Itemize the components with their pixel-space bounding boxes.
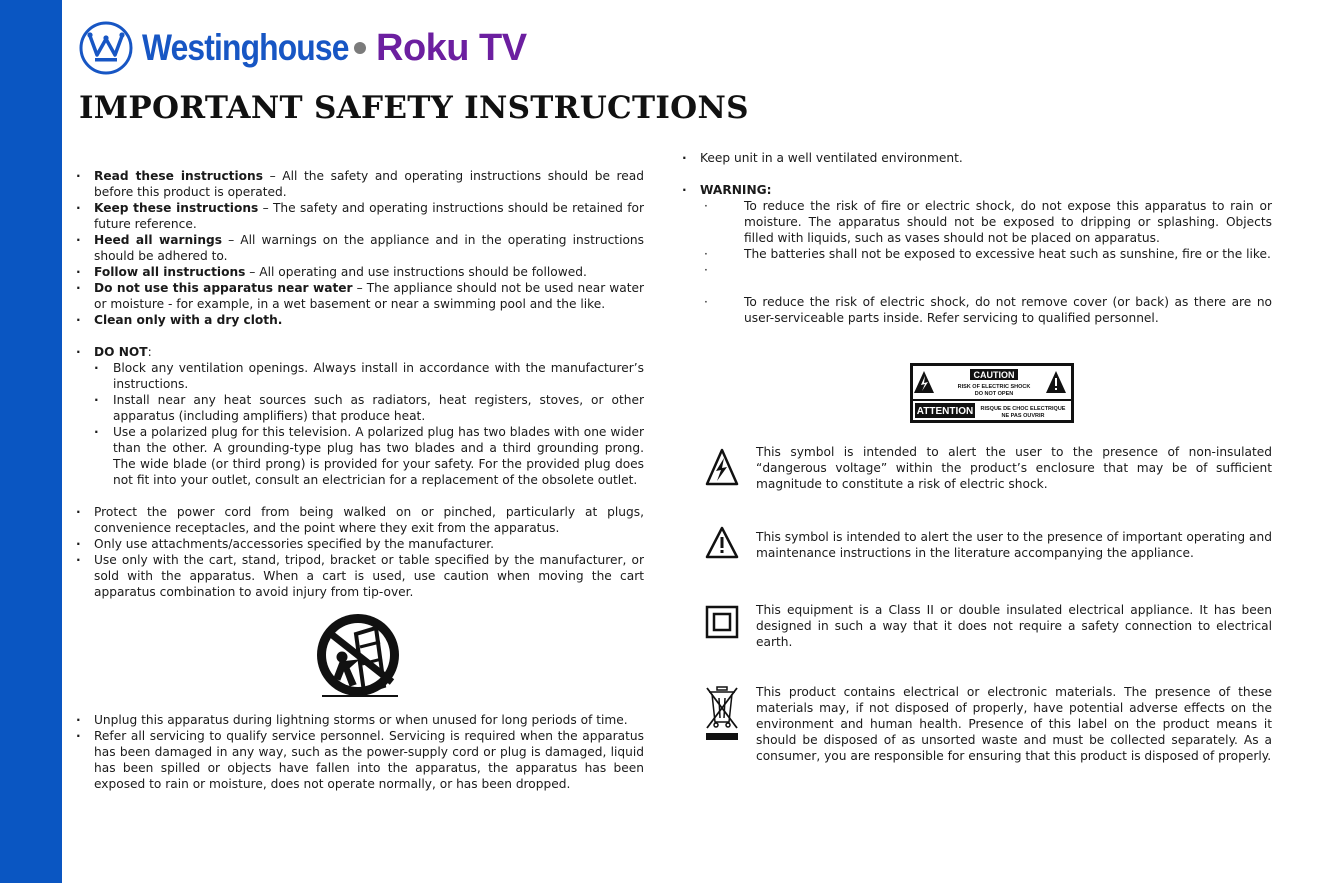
- list-item: · Use a polarized plug for this television. A polarized plug has two blades with one wider than the other. A grounding-type plug has two blades and a third grounding prong. The wide blade (or third prong) is provided for your safety. For the provided plug does not fit into your outlet, consult an electrician for a replacement of the obsolete outlet.: [94, 424, 644, 488]
- brand-separator-dot: [354, 42, 366, 54]
- service-section: [76, 712, 644, 792]
- symbol-description: This equipment is a Class II or double insulated electrical appliance. It has been designed in such a way that it does not require a safety connection to electrical earth.: [756, 603, 1272, 649]
- ventilation-list: [682, 150, 1272, 166]
- list-item: [682, 262, 1272, 278]
- do-not-heading: · DO NOT:: [76, 344, 644, 360]
- side-accent-bar: [0, 0, 62, 883]
- westinghouse-wordmark: Westinghouse: [142, 27, 349, 68]
- list-item: · Only use attachments/accessories specified by the manufacturer.: [76, 536, 644, 552]
- do-not-sublist: [94, 360, 644, 488]
- lightning-triangle-icon: [705, 448, 739, 488]
- svg-text:NE PAS OUVRIR: NE PAS OUVRIR: [1001, 413, 1045, 419]
- list-item: · Unplug this apparatus during lightning storms or when unused for long periods of time.: [76, 712, 644, 728]
- svg-text:ATTENTION: ATTENTION: [916, 406, 974, 417]
- list-item: · To reduce the risk of fire or electric shock, do not expose this apparatus to rain or moisture. The apparatus should not be exposed to dripping or splashing. Objects filled with liquids, such as vases should not be placed on apparatus.: [682, 198, 1272, 246]
- list-item: · Use only with the cart, stand, tripod, bracket or table specified by the manufacturer, or sold with the apparatus. When a cart is used, use caution when moving the cart apparatus combination to avoid injury from tip-over.: [76, 552, 644, 600]
- list-item: · Refer all servicing to qualify service personnel. Servicing is required when the apparatus has been damaged in any way, such as the power-supply cord or plug is damaged, liquid has been spilled or objects have fallen into the apparatus, the apparatus has been exposed to rain or moisture, does not operate normally, or has been dropped.: [76, 728, 644, 792]
- svg-text:RISQUE DE CHOC ELECTRIQUE: RISQUE DE CHOC ELECTRIQUE: [980, 406, 1066, 412]
- list-item: · To reduce the risk of electric shock, do not remove cover (or back) as there are no user-serviceable parts inside. Refer servicing to qualified personnel.: [682, 294, 1272, 326]
- page-title: IMPORTANT SAFETY INSTRUCTIONS: [79, 90, 749, 126]
- service-list: [76, 712, 644, 792]
- warning-list: [682, 182, 1272, 198]
- list-item: · Follow all instructions – All operating and use instructions should be followed.: [76, 264, 644, 280]
- exclamation-triangle-icon: [705, 526, 739, 560]
- list-item: · Protect the power cord from being walked on or pinched, particularly at plugs, convenience receptacles, and the point where they exit from the apparatus.: [76, 504, 644, 536]
- do-not-list: [76, 344, 644, 360]
- list-item: · Block any ventilation openings. Always install in accordance with the manufacturer’s instructions.: [94, 360, 644, 392]
- list-item: · Do not use this apparatus near water – The appliance should not be used near water or moisture - for example, in a wet basement or near a swimming pool and the like.: [76, 280, 644, 312]
- left-column: [76, 168, 644, 600]
- symbol-description: This symbol is intended to alert the user to the presence of important operating and maintenance instructions in the literature accompanying the appliance.: [756, 530, 1272, 560]
- right-column: [682, 150, 1272, 326]
- caution-label-icon: [910, 363, 1074, 423]
- svg-text:RISK OF ELECTRIC SHOCK: RISK OF ELECTRIC SHOCK: [957, 384, 1031, 390]
- double-square-icon: [705, 605, 739, 639]
- warning-sublist: [682, 198, 1272, 326]
- warning-heading: · WARNING:: [682, 182, 1272, 198]
- list-item: · Install near any heat sources such as radiators, heat registers, stoves, or other apparatus (including amplifiers) that produce heat.: [94, 392, 644, 424]
- symbol-description: This symbol is intended to alert the user to the presence of non-insulated “dangerous voltage” within the product’s enclosure that may be of sufficient magnitude to constitute a risk of electric shock.: [756, 445, 1272, 491]
- brand-logo: [79, 20, 527, 76]
- power-cord-list: [76, 504, 644, 600]
- crossed-bin-icon: [703, 684, 741, 742]
- intro-list: [76, 168, 644, 328]
- symbol-description: This product contains electrical or electronic materials. The presence of these materials may, if not disposed of properly, have potential adverse effects on the environment and human health. Presence of this label on the product means it should be disposed of as unsorted waste and must be collected separately. As a consumer, you are responsible for ensuring that this product is disposed of properly.: [756, 685, 1272, 763]
- list-item: · Read these instructions – All the safety and operating instructions should be read before this product is operated.: [76, 168, 644, 200]
- cart-tip-over-warning-icon: [312, 612, 404, 704]
- list-item: · The batteries shall not be exposed to excessive heat such as sunshine, fire or the like.: [682, 246, 1272, 262]
- list-item: · Keep unit in a well ventilated environment.: [682, 150, 1272, 166]
- list-item: · Clean only with a dry cloth.: [76, 312, 644, 328]
- list-item: · Keep these instructions – The safety and operating instructions should be retained for future reference.: [76, 200, 644, 232]
- roku-tv-wordmark: Roku TV: [376, 26, 527, 69]
- svg-text:CAUTION: CAUTION: [973, 370, 1015, 380]
- list-item: · Heed all warnings – All warnings on the appliance and in the operating instructions should be adhered to.: [76, 232, 644, 264]
- westinghouse-w-logo-icon: [79, 21, 133, 75]
- svg-text:DO NOT OPEN: DO NOT OPEN: [974, 391, 1014, 397]
